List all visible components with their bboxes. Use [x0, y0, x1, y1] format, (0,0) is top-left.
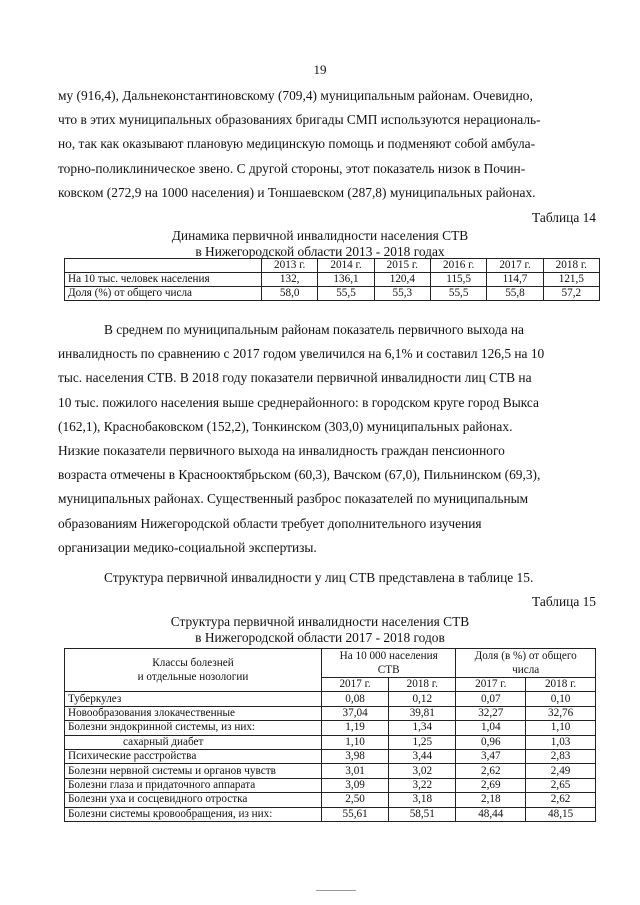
- row-label: Болезни системы кровообращения, из них:: [65, 807, 322, 821]
- table-14-title-1: Динамика первичной инвалидности населения СТВ: [171, 228, 469, 243]
- year-header: 2017 г.: [487, 259, 543, 273]
- text-line: муниципальных районах. Существенный разброс показателей по муниципальным: [58, 491, 529, 507]
- year-header: 2013 г.: [262, 259, 318, 273]
- table-cell: 0,10: [526, 692, 596, 706]
- table-cell: 1,03: [526, 735, 596, 749]
- table-cell: 115,5: [430, 273, 486, 287]
- page-number: 19: [313, 62, 327, 77]
- text-line: 10 тыс. пожилого населения выше среднерайонного: в городском круге город Выкса: [58, 394, 539, 410]
- table-row: [65, 721, 596, 735]
- table-row: [65, 273, 600, 287]
- table-cell: 0,12: [389, 692, 456, 706]
- table-cell: 114,7: [487, 273, 543, 287]
- table-cell: 32,76: [526, 706, 596, 720]
- row-label: Психические расстройства: [65, 749, 322, 763]
- table-header-row: [65, 649, 596, 678]
- column-group-share: Доля (в %) от общего числа: [456, 649, 596, 678]
- table-cell: 55,8: [487, 287, 543, 301]
- text-line: В среднем по муниципальным районам показатель первичного выхода на: [104, 322, 524, 337]
- table-row: [65, 735, 596, 749]
- table-row: [65, 807, 596, 821]
- table-cell: 55,5: [430, 287, 486, 301]
- table-14-label: Таблица 14: [532, 210, 596, 225]
- table-cell: 1,19: [322, 721, 389, 735]
- row-label: На 10 тыс. человек населения: [65, 273, 262, 287]
- table-cell: 3,98: [322, 749, 389, 763]
- table-cell: 0,07: [456, 692, 526, 706]
- table-cell: 2,50: [322, 793, 389, 807]
- table-cell: 37,04: [322, 706, 389, 720]
- row-label: Болезни эндокринной системы, из них:: [65, 721, 322, 735]
- text-line: (162,1), Краснобаковском (152,2), Тонкинском (303,0) муниципальных районах.: [58, 418, 513, 434]
- row-label: сахарный диабет: [65, 735, 322, 749]
- table-15: [64, 648, 596, 822]
- table-row: [65, 692, 596, 706]
- table-cell: 2,62: [456, 764, 526, 778]
- table-cell: 48,44: [456, 807, 526, 821]
- table-cell: 3,09: [322, 778, 389, 792]
- text-line: но, так как оказывают плановую медицинскую помощь и подменяют собой амбула-: [58, 136, 536, 152]
- row-label: Туберкулез: [65, 692, 322, 706]
- year-header: 2018 г.: [543, 259, 599, 273]
- table-cell: 1,34: [389, 721, 456, 735]
- year-header: 2017 г.: [456, 678, 526, 692]
- table-cell: 2,49: [526, 764, 596, 778]
- table-cell: 1,25: [389, 735, 456, 749]
- text-line: образованиям Нижегородской области требует дополнительного изучения: [58, 515, 482, 531]
- table-cell: 39,81: [389, 706, 456, 720]
- table-row: [65, 793, 596, 807]
- table-15-title-1: Структура первичной инвалидности населения СТВ: [170, 614, 470, 629]
- text-line: что в этих муниципальных образованиях бригады СМП используются нерациональ-: [58, 112, 541, 128]
- table-cell: 136,1: [318, 273, 374, 287]
- row-label: Новообразования злокачественные: [65, 706, 322, 720]
- table-cell: 57,2: [543, 287, 599, 301]
- table-cell: 3,22: [389, 778, 456, 792]
- paragraph-2: [58, 318, 598, 560]
- year-header: 2015 г.: [374, 259, 430, 273]
- table-14: [64, 258, 600, 301]
- year-header: 2014 г.: [318, 259, 374, 273]
- table-cell: 121,5: [543, 273, 599, 287]
- year-header: 2018 г.: [389, 678, 456, 692]
- table-cell: 3,44: [389, 749, 456, 763]
- table-cell: 0,08: [322, 692, 389, 706]
- table-cell: 3,01: [322, 764, 389, 778]
- table-cell: 3,18: [389, 793, 456, 807]
- table-cell: 3,47: [456, 749, 526, 763]
- table-cell: 2,65: [526, 778, 596, 792]
- divider: [316, 890, 356, 891]
- text-line: торно-поликлиническое звено. С другой стороны, этот показатель низок в Почин-: [58, 160, 526, 176]
- table-cell: 0,96: [456, 735, 526, 749]
- table-cell: 2,62: [526, 793, 596, 807]
- table-cell: 132,: [262, 273, 318, 287]
- column-group-per-10000: На 10 000 населения СТВ: [322, 649, 456, 678]
- table-15-title-2: в Нижегородской области 2017 - 2018 годов: [195, 630, 445, 645]
- table-15-label: Таблица 15: [532, 594, 596, 609]
- table-cell: 1,10: [526, 721, 596, 735]
- table-cell: 58,0: [262, 287, 318, 301]
- table-cell-empty: [65, 259, 262, 273]
- table-row: [65, 778, 596, 792]
- table-row: [65, 749, 596, 763]
- table-cell: 2,83: [526, 749, 596, 763]
- row-label: Болезни уха и сосцевидного отростка: [65, 793, 322, 807]
- text-line: ковском (272,9 на 1000 населения) и Тоншаевском (287,8) муниципальных районах.: [58, 184, 536, 200]
- table-header-row: [65, 259, 600, 273]
- year-header: 2016 г.: [430, 259, 486, 273]
- year-header: 2017 г.: [322, 678, 389, 692]
- paragraph-3: [58, 566, 598, 590]
- table-cell: 55,3: [374, 287, 430, 301]
- table-cell: 1,10: [322, 735, 389, 749]
- table-cell: 55,5: [318, 287, 374, 301]
- table-cell: 120,4: [374, 273, 430, 287]
- text-line: Низкие показатели первичного выхода на инвалидность граждан пенсионного: [58, 443, 505, 459]
- table-cell: 32,27: [456, 706, 526, 720]
- table-cell: 2,18: [456, 793, 526, 807]
- table-cell: 2,69: [456, 778, 526, 792]
- table-14-title-2: в Нижегородской области 2013 - 2018 годах: [195, 244, 445, 259]
- table-cell: 58,51: [389, 807, 456, 821]
- table-cell: 48,15: [526, 807, 596, 821]
- table-cell: 1,04: [456, 721, 526, 735]
- table-cell: 55,61: [322, 807, 389, 821]
- table-row: [65, 706, 596, 720]
- table-cell: 3,02: [389, 764, 456, 778]
- column-header-classes: Классы болезней и отдельные нозологии: [65, 649, 322, 692]
- table-row: [65, 287, 600, 301]
- text-line: организации медико-социальной экспертизы.: [58, 539, 317, 555]
- row-label: Доля (%) от общего числа: [65, 287, 262, 301]
- text-line: Структура первичной инвалидности у лиц СТВ представлена в таблице 15.: [104, 570, 534, 585]
- paragraph-1: [58, 84, 598, 205]
- table-row: [65, 764, 596, 778]
- text-line: тыс. населения СТВ. В 2018 году показатели первичной инвалидности лиц СТВ на: [58, 370, 532, 386]
- text-line: му (916,4), Дальнеконстантиновскому (709,4) муниципальным районам. Очевидно,: [58, 88, 533, 103]
- row-label: Болезни глаза и придаточного аппарата: [65, 778, 322, 792]
- row-label: Болезни нервной системы и органов чувств: [65, 764, 322, 778]
- text-line: инвалидность по сравнению с 2017 годом увеличился на 6,1% и составил 126,5 на 10: [58, 346, 545, 362]
- table-15-body: [65, 692, 596, 822]
- text-line: возраста отмечены в Краснооктябрьском (60,3), Вачском (67,0), Пильнинском (69,3),: [58, 467, 541, 483]
- year-header: 2018 г.: [526, 678, 596, 692]
